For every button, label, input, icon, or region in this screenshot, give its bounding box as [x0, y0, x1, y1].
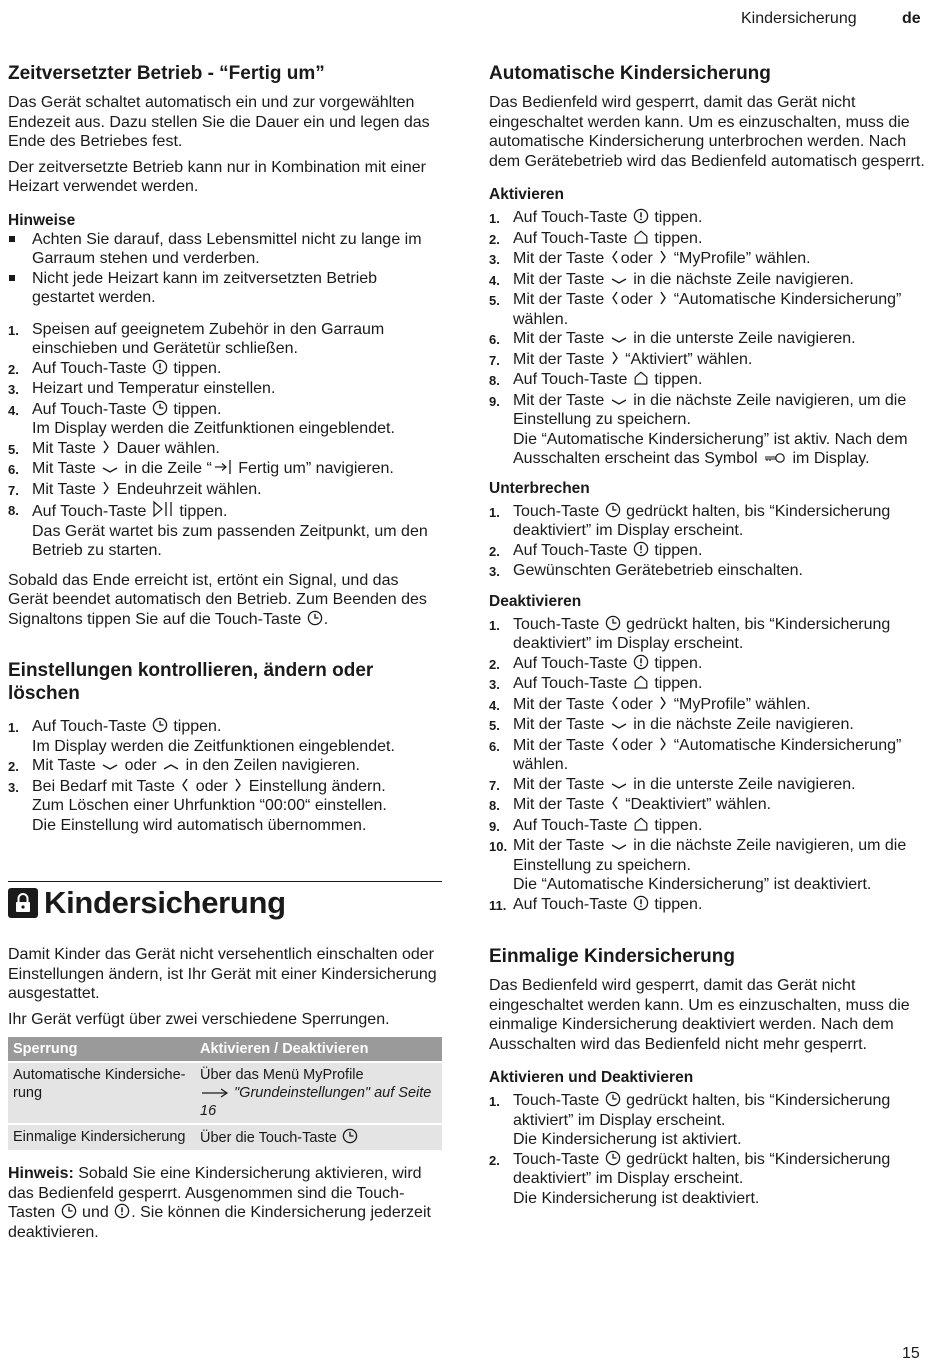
- step-number: 8.: [489, 373, 500, 388]
- step: [489, 391, 929, 469]
- chevron-down-icon: [610, 276, 628, 286]
- step-text: Auf Touch-Taste tippen.: [513, 371, 703, 388]
- step: [489, 270, 929, 291]
- step: [489, 654, 929, 675]
- subsection-title: Deaktivieren: [489, 592, 582, 610]
- cross-reference-link[interactable]: "Grundeinstellungen" auf Seite 16: [200, 1085, 432, 1119]
- step: [489, 715, 929, 736]
- chevron-down-icon: [610, 397, 628, 407]
- step-number: 3.: [489, 564, 500, 579]
- chevron-left-icon: [180, 777, 190, 793]
- step-number: 3.: [489, 252, 500, 267]
- step-text: Heizart und Temperatur einstellen.: [32, 380, 276, 397]
- header-title: Kindersicherung: [741, 10, 857, 27]
- step: [8, 717, 442, 756]
- section-title: Automatische Kindersicherung: [489, 63, 771, 84]
- chevron-right-icon: [658, 695, 668, 711]
- step-number: 5.: [8, 441, 19, 457]
- step-text: Mit der Taste “Deaktiviert” wählen.: [513, 796, 772, 813]
- step-text: Auf Touch-Taste tippen.: [513, 209, 703, 226]
- section-automatic-child-lock: [489, 62, 929, 915]
- step-text: Touch-Taste gedrückt halten, bis “Kindersicherung deaktiviert” im Display erscheint.: [513, 502, 891, 539]
- step: [8, 379, 442, 400]
- home-icon: [633, 370, 649, 386]
- step-number: 1.: [489, 211, 500, 226]
- chevron-right-icon: [610, 350, 620, 366]
- step-number: 6.: [8, 462, 19, 477]
- chevron-up-icon: [162, 762, 180, 772]
- note-paragraph: Hinweis: Sobald Sie eine Kindersicherung aktivieren, wird das Bedienfeld gesperrt. Ausgenommen sind die Touch-Tasten und . Sie können die Kindersicherung jederzeit deaktivieren.: [8, 1165, 431, 1241]
- table-cell: Automatische Kindersiche-rung: [8, 1062, 195, 1124]
- step-text: Auf Touch-Taste tippen.: [513, 229, 703, 247]
- step-text: Touch-Taste gedrückt halten, bis “Kindersicherung deaktiviert” im Display erscheint. Die Kindersicherung ist deaktiviert.: [513, 1150, 891, 1207]
- section-title: Zeitversetzter Betrieb - “Fertig um”: [8, 63, 325, 84]
- step: [489, 795, 929, 816]
- chevron-down-icon: [610, 842, 628, 852]
- step: [489, 775, 929, 796]
- chevron-down-icon: [610, 721, 628, 731]
- step-text: Touch-Taste gedrückt halten, bis “Kindersicherung aktiviert” im Display erscheint. Die Kindersicherung ist aktiviert.: [513, 1092, 891, 1148]
- step-text: Mit der Taste oder “MyProfile” wählen.: [513, 250, 811, 267]
- clock-icon: [605, 1091, 621, 1107]
- paragraph: Das Bedienfeld wird gesperrt, damit das Gerät nicht eingeschaltet werden kann. Um es einzuschalten, muss die automatische Kindersicherung unterbrochen werden. Nach dem Gerätebetrieb wird das Bedienfeld automatisch gesperrt.: [489, 94, 925, 170]
- power-icon: [633, 895, 649, 911]
- step-number: 6.: [489, 332, 500, 347]
- step: [8, 756, 442, 777]
- step-text: Auf Touch-Taste tippen.: [32, 359, 222, 377]
- steps-list: [8, 320, 442, 561]
- paragraph: Das Bedienfeld wird gesperrt, damit das Gerät nicht eingeschaltet werden kann. Um es einzuschalten, muss die einmalige Kindersicherung deaktiviert werden. Nach dem Ausschalten wird das Bedienfeld nicht mehr gesperrt.: [489, 977, 910, 1053]
- step-number: 2.: [8, 361, 19, 377]
- page-number: 15: [902, 1345, 920, 1362]
- table-header: Sperrung: [8, 1037, 195, 1062]
- step-text: Speisen auf geeignetem Zubehör in den Garraum einschieben und Gerätetür schließen.: [32, 320, 385, 357]
- step: [489, 208, 929, 229]
- steps-list: [489, 1091, 929, 1208]
- step-text: Mit Taste Dauer wählen.: [32, 439, 220, 457]
- step-text: Auf Touch-Taste tippen. Im Display werden die Zeitfunktionen eingeblendet.: [32, 718, 395, 755]
- step-number: 2.: [489, 231, 500, 247]
- paragraph: Das Gerät schaltet automatisch ein und zur vorgewählten Endezeit aus. Dazu stellen Sie die Dauer ein und legen das Ende des Betriebes fest.: [8, 94, 430, 150]
- section-title: Einmalige Kindersicherung: [489, 946, 735, 967]
- subsection-title: Unterbrechen: [489, 479, 590, 497]
- step: [489, 350, 929, 371]
- step-text: Gewünschten Gerätebetrieb einschalten.: [513, 562, 803, 579]
- step: [8, 500, 442, 561]
- table-header-row: [8, 1037, 442, 1062]
- step: [489, 370, 929, 391]
- clock-icon: [605, 502, 621, 518]
- clock-icon: [152, 400, 168, 416]
- chevron-down-icon: [610, 781, 628, 791]
- arrow-to-bar-icon: [213, 459, 233, 475]
- chevron-down-icon: [610, 335, 628, 345]
- clock-icon: [605, 615, 621, 631]
- step-text: Mit der Taste in die nächste Zeile navigieren.: [513, 270, 854, 288]
- clock-icon: [605, 1150, 621, 1166]
- step: [489, 615, 929, 654]
- home-icon: [633, 674, 649, 690]
- step: [489, 290, 929, 329]
- chevron-left-icon: [610, 249, 620, 265]
- step-text: Auf Touch-Taste tippen.: [513, 654, 703, 672]
- step-number: 3.: [489, 677, 500, 692]
- step: [489, 561, 929, 582]
- start-pause-icon: [152, 500, 174, 518]
- step: [8, 459, 442, 480]
- steps-list: [489, 502, 929, 582]
- table-cell: Über das Menü MyProfile "Grundeinstellungen" auf Seite 16: [195, 1062, 442, 1124]
- clock-icon: [152, 717, 168, 733]
- step: [489, 1091, 929, 1150]
- paragraph: Ihr Gerät verfügt über zwei verschiedene Sperrungen.: [8, 1010, 390, 1028]
- right-column: [489, 62, 929, 1218]
- table-row: [8, 1124, 442, 1151]
- home-icon: [633, 229, 649, 245]
- chevron-down-icon: [101, 465, 119, 475]
- chevron-right-icon: [101, 439, 111, 455]
- step-number: 6.: [489, 738, 500, 754]
- step-text: Auf Touch-Taste tippen.: [513, 541, 703, 559]
- clock-icon: [307, 610, 323, 626]
- step: [489, 229, 929, 250]
- step-number: 10.: [489, 839, 508, 854]
- power-icon: [633, 541, 649, 557]
- chevron-left-icon: [610, 695, 620, 711]
- step-text: Mit der Taste in die unterste Zeile navigieren.: [513, 775, 856, 793]
- step-number: 5.: [489, 718, 500, 733]
- subsection-title: Aktivieren: [489, 186, 564, 203]
- note-item: Nicht jede Heizart kann im zeitversetzten Betrieb gestartet werden.: [8, 269, 442, 308]
- step-text: Auf Touch-Taste tippen.: [513, 816, 703, 834]
- chevron-right-icon: [658, 736, 668, 752]
- chapter-title: Kindersicherung: [44, 885, 286, 920]
- step-number: 2.: [8, 759, 19, 774]
- step-number: 9.: [489, 818, 500, 834]
- step-number: 1.: [8, 322, 19, 338]
- step-number: 9.: [489, 393, 500, 409]
- step-number: 4.: [489, 697, 500, 713]
- steps-list: [489, 615, 929, 916]
- step-number: 7.: [489, 352, 500, 368]
- step: [489, 249, 929, 270]
- step: [489, 541, 929, 562]
- step-text: Mit der Taste “Aktiviert” wählen.: [513, 350, 753, 368]
- paragraph: Damit Kinder das Gerät nicht versehentlich einschalten oder Einstellungen ändern, ist Ihr Gerät mit einer Kindersicherung ausgestattet.: [8, 946, 437, 1002]
- section-check-settings: [8, 659, 442, 835]
- table-cell: Einmalige Kindersicherung: [8, 1124, 195, 1151]
- step-number: 3.: [8, 779, 19, 795]
- chevron-right-icon: [658, 290, 668, 306]
- step-number: 1.: [489, 504, 500, 520]
- step-number: 8.: [8, 503, 19, 518]
- chevron-down-icon: [101, 762, 119, 772]
- power-icon: [114, 1203, 130, 1219]
- section-title: Einstellungen kontrollieren, ändern oder löschen: [8, 660, 374, 704]
- step-number: 2.: [489, 543, 500, 559]
- steps-list: [489, 208, 929, 469]
- step: [489, 329, 929, 350]
- step-number: 8.: [489, 798, 500, 813]
- step-text: Mit der Taste in die unterste Zeile navigieren.: [513, 330, 856, 347]
- paragraph: Der zeitversetzte Betrieb kann nur in Kombination mit einer Heizart verwendet werden.: [8, 158, 426, 195]
- chapter-heading: [8, 881, 442, 921]
- step: [489, 816, 929, 837]
- step-number: 4.: [8, 402, 19, 418]
- chevron-right-icon: [101, 480, 111, 496]
- step-text: Touch-Taste gedrückt halten, bis “Kindersicherung deaktiviert” im Display erscheint.: [513, 615, 891, 652]
- note-item: Achten Sie darauf, dass Lebensmittel nicht zu lange im Garraum stehen und verderben.: [8, 230, 442, 269]
- step: [489, 736, 929, 775]
- step-number: 7.: [489, 777, 500, 793]
- step-text: Mit Taste oder in den Zeilen navigieren.: [32, 757, 360, 774]
- notes-title: Hinweise: [8, 211, 76, 229]
- step-text: Mit der Taste oder “Automatische Kindersicherung” wählen.: [513, 736, 902, 773]
- left-column: [8, 62, 442, 1248]
- step: [8, 359, 442, 380]
- step-text: Mit der Taste in die nächste Zeile navigieren.: [513, 716, 854, 733]
- step: [489, 836, 929, 895]
- step: [8, 777, 442, 836]
- step: [489, 695, 929, 716]
- chevron-left-icon: [610, 736, 620, 752]
- step-text: Auf Touch-Taste tippen.: [513, 895, 703, 913]
- step-number: 4.: [489, 272, 500, 288]
- step-number: 1.: [8, 720, 19, 735]
- header-language: de: [902, 10, 921, 27]
- step-text: Auf Touch-Taste tippen. Im Display werden die Zeitfunktionen eingeblendet.: [32, 400, 395, 437]
- step-text: Mit der Taste oder “MyProfile” wählen.: [513, 695, 811, 713]
- home-icon: [633, 816, 649, 832]
- clock-icon: [342, 1128, 358, 1144]
- step-number: 11.: [489, 897, 507, 913]
- step-number: 1.: [489, 1094, 500, 1109]
- step-number: 5.: [489, 293, 500, 308]
- step-number: 3.: [8, 382, 19, 397]
- table-row: [8, 1062, 442, 1124]
- step: [489, 674, 929, 695]
- step-text: Mit Taste in die Zeile “ Fertig um” navigieren.: [32, 460, 394, 477]
- step: [8, 400, 442, 439]
- step: [489, 1150, 929, 1209]
- steps-list: [8, 717, 442, 835]
- step-text: Auf Touch-Taste tippen. Das Gerät wartet bis zum passenden Zeitpunkt, um den Betrieb zu starten.: [32, 500, 442, 561]
- lock-table: [8, 1037, 442, 1152]
- power-icon: [633, 208, 649, 224]
- step-number: 2.: [489, 1152, 500, 1168]
- paragraph: Sobald das Ende erreicht ist, ertönt ein Signal, und das Gerät beendet automatisch den Betrieb. Zum Beenden des Signaltons tippen Sie auf die Touch-Taste .: [8, 571, 427, 628]
- section-single-child-lock: [489, 945, 929, 1208]
- step-number: 7.: [8, 482, 19, 498]
- subsection-title: Aktivieren und Deaktivieren: [489, 1069, 694, 1086]
- table-cell: Über die Touch-Taste: [195, 1124, 442, 1151]
- step: [489, 895, 929, 916]
- long-arrow-icon: [201, 1087, 229, 1099]
- step-number: 2.: [489, 656, 500, 672]
- chevron-right-icon: [658, 249, 668, 265]
- section-delayed-operation: [8, 62, 442, 629]
- step-text: Mit der Taste in die nächste Zeile navigieren, um die Einstellung zu speichern. Die “Automatische Kindersicherung” ist deaktiviert.: [513, 837, 907, 893]
- step-text: Mit der Taste in die nächste Zeile navigieren, um die Einstellung zu speichern. Die “Automatische Kindersicherung” ist aktiv. Nach dem Ausschalten erscheint das Symbol im Display.: [513, 391, 908, 467]
- step-text: Auf Touch-Taste tippen.: [513, 675, 703, 692]
- step: [8, 439, 442, 460]
- table-header: Aktivieren / Deaktivieren: [195, 1037, 442, 1062]
- step: [489, 502, 929, 541]
- clock-icon: [61, 1203, 77, 1219]
- power-icon: [152, 359, 168, 375]
- chevron-left-icon: [610, 795, 620, 811]
- chevron-left-icon: [610, 290, 620, 306]
- power-icon: [633, 654, 649, 670]
- step: [8, 480, 442, 501]
- notes-list: [8, 230, 442, 308]
- chevron-right-icon: [233, 777, 243, 793]
- step-text: Mit Taste Endeuhrzeit wählen.: [32, 480, 262, 498]
- chapter-child-lock: [8, 881, 442, 1242]
- lock-icon: [8, 888, 38, 918]
- key-icon: [763, 451, 787, 465]
- step-number: 1.: [489, 617, 500, 633]
- step: [8, 320, 442, 359]
- step-text: Bei Bedarf mit Taste oder Einstellung ändern. Zum Löschen einer Uhrfunktion “00:00“ einstellen. Die Einstellung wird automatisch übernommen.: [32, 777, 387, 834]
- step-text: Mit der Taste oder “Automatische Kindersicherung” wählen.: [513, 291, 902, 328]
